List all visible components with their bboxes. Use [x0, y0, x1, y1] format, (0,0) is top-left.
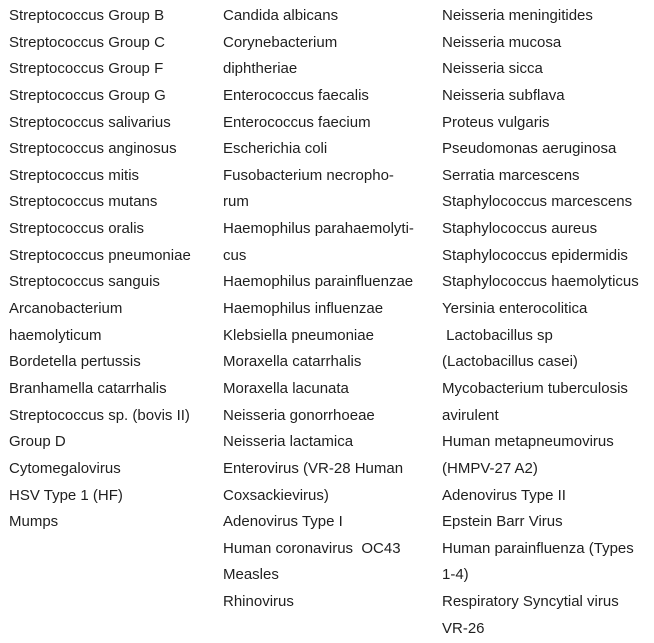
list-item: Bordetella pertussis [9, 353, 141, 371]
list-item: Staphylococcus haemolyticus [442, 273, 639, 291]
list-item: avirulent [442, 406, 499, 424]
list-item: Neisseria subflava [442, 86, 565, 104]
list-item: Moraxella catarrhalis [223, 353, 362, 371]
list-item: Streptococcus oralis [9, 220, 145, 238]
list-item: Pseudomonas aeruginosa [442, 140, 617, 158]
list-item: Arcanobacterium [9, 300, 123, 318]
list-item: Streptococcus Group G [9, 86, 166, 104]
list-item: Rhinovirus [223, 593, 294, 611]
list-item: Human parainfluenza (Types [442, 539, 634, 557]
list-item: (Lactobacillus casei) [442, 353, 578, 371]
list-item: Proteus vulgaris [442, 113, 550, 131]
list-item: Human coronavirus OC43 [223, 539, 401, 557]
list-item: Streptococcus Group B [9, 7, 165, 24]
list-item: Staphylococcus marcescens [442, 193, 633, 211]
list-item: cus [223, 246, 247, 264]
list-item: VR-26 [442, 619, 485, 637]
list-item: Mycobacterium tuberculosis [442, 379, 628, 397]
list-item: Streptococcus pneumoniae [9, 246, 191, 264]
list-item: Staphylococcus aureus [442, 220, 598, 238]
list-item: Neisseria sicca [442, 60, 543, 78]
list-item: Streptococcus Group C [9, 33, 165, 51]
list-item: HSV Type 1 (HF) [9, 486, 123, 504]
list-item: Streptococcus mitis [9, 166, 140, 184]
list-item: rum [223, 193, 249, 211]
list-item: Streptococcus sanguis [9, 273, 160, 291]
list-item: Streptococcus salivarius [9, 113, 171, 131]
list-item: Staphylococcus epidermidis [442, 246, 628, 264]
list-item: Klebsiella pneumoniae [223, 326, 374, 344]
list-item: Adenovirus Type II [442, 486, 566, 504]
list-item: haemolyticum [9, 326, 102, 344]
list-item: Respiratory Syncytial virus [442, 593, 619, 611]
list-item: Branhamella catarrhalis [9, 379, 167, 397]
list-item: Human metapneumovirus [442, 433, 614, 451]
list-item: Haemophilus parahaemolyti- [223, 220, 414, 238]
list-item: Lactobacillus sp [442, 326, 553, 344]
organism-list-column-3 [442, 3, 654, 642]
list-item: Streptococcus Group F [9, 60, 164, 78]
list-item: Serratia marcescens [442, 166, 580, 184]
list-item: Group D [9, 433, 66, 451]
list-item: diphtheriae [223, 60, 298, 78]
list-item: Yersinia enterocolitica [442, 300, 588, 318]
list-item: Neisseria meningitides [442, 7, 593, 24]
list-item: Cytomegalovirus [9, 459, 121, 477]
list-item: Streptococcus anginosus [9, 140, 177, 158]
list-item: Neisseria lactamica [223, 433, 354, 451]
list-item: Measles [223, 566, 279, 584]
list-item: Coxsackievirus) [223, 486, 329, 504]
list-item: Moraxella lacunata [223, 379, 349, 397]
list-item: Fusobacterium necropho- [223, 166, 394, 184]
list-item: Neisseria gonorrhoeae [223, 406, 375, 424]
list-item: Candida albicans [223, 7, 339, 24]
list-item: Corynebacterium [223, 33, 338, 51]
list-item: Epstein Barr Virus [442, 513, 563, 531]
organism-list-column-2 [223, 3, 435, 616]
list-item: Enterococcus faecium [223, 113, 371, 131]
list-item: Enterococcus faecalis [223, 86, 369, 104]
list-item: Enterovirus (VR-28 Human [223, 459, 404, 477]
list-item: (HMPV-27 A2) [442, 459, 538, 477]
list-item: Streptococcus mutans [9, 193, 158, 211]
list-item: Escherichia coli [223, 140, 328, 158]
list-item: Neisseria mucosa [442, 33, 562, 51]
list-item: Haemophilus influenzae [223, 300, 384, 318]
list-item: Adenovirus Type I [223, 513, 343, 531]
organism-list-column-1 [9, 3, 219, 536]
list-item: Mumps [9, 513, 59, 531]
list-item: 1-4) [442, 566, 469, 584]
list-item: Haemophilus parainfluenzae [223, 273, 414, 291]
list-item: Streptococcus sp. (bovis II) [9, 406, 190, 424]
